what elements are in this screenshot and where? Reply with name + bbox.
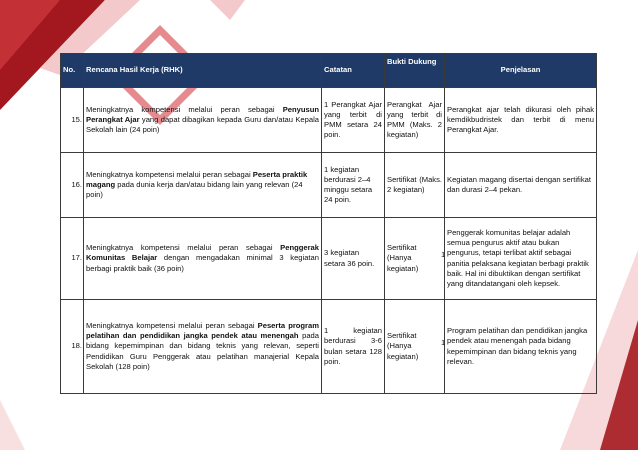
row-number: 16. — [61, 153, 84, 218]
penjelasan-cell: Kegiatan magang disertai dengan sertifikat dan durasi 2–4 pekan. — [445, 153, 597, 218]
penjelasan-cell — [441, 218, 597, 300]
top-right-triangle-shape — [210, 0, 245, 20]
bottom-left-shadow-shape — [0, 400, 25, 450]
penjelasan-text: Program pelatihan dan pendidikan jangka pendek atau menengah pada bidang kepemimpinan dan bidang teknis yang relevan. — [447, 326, 588, 366]
bukti-cell — [385, 300, 445, 394]
bukti-text: Sertifikat (Hanya kegiatan) — [387, 331, 419, 361]
rhk-text: Meningkatnya kompetensi melalui peran sebagai — [86, 320, 258, 330]
header-no: No. — [61, 54, 84, 88]
penjelasan-prefix: 1 — [441, 338, 446, 347]
rhk-text-end: yang dapat dibagikan kepada Guru dan/atau Kepala Sekolah lain (24 poin) — [86, 114, 319, 135]
table-row — [61, 153, 597, 218]
table-header-row — [61, 54, 597, 88]
rhk-text-end: pada dunia kerja dan/atau bidang lain yang relevan (24 poin) — [86, 179, 303, 200]
row-number: 15. — [61, 88, 84, 153]
rhk-bold-text: Peserta praktik magang — [86, 169, 308, 189]
rhk-cell — [84, 88, 322, 153]
rhk-bold-text: Penyusun Perangkat Ajar — [86, 104, 319, 124]
rhk-cell — [84, 153, 322, 218]
bukti-cell — [385, 218, 445, 300]
catatan-cell: 1 kegiatan berdurasi 2–4 minggu setara 24 poin. — [322, 153, 385, 218]
rhk-table — [60, 53, 597, 394]
table-row — [61, 88, 597, 153]
rhk-text-end: pada bidang kepemimpinan dan bidang teknis yang relevan, seperti Pendidikan Guru Penggerak atau pelatihan manajerial Kepala Sekolah (128 poin) — [86, 331, 319, 371]
row-number: 18. — [61, 300, 84, 394]
penjelasan-prefix: 1 — [441, 249, 446, 259]
penjelasan-cell — [441, 300, 597, 394]
rhk-bold-text: Penggerak Komunitas Belajar — [86, 243, 319, 263]
rhk-text: Meningkatnya kompetensi melalui peran sebagai — [86, 243, 281, 253]
bukti-cell: Sertifikat (Maks. 2 kegiatan) — [385, 153, 445, 218]
header-penjelasan: Penjelasan — [445, 54, 597, 88]
rhk-cell — [84, 300, 322, 394]
catatan-cell: 1 Perangkat Ajar yang terbit di PMM setara 24 poin. — [322, 88, 385, 153]
table-row — [61, 218, 597, 300]
rhk-text: Meningkatnya kompetensi melalui peran sebagai — [86, 104, 283, 114]
bukti-cell: Perangkat Ajar yang terbit di PMM (Maks. 2 kegiatan) — [385, 88, 445, 153]
header-catatan: Catatan — [322, 54, 385, 88]
penjelasan-text: Penggerak komunitas belajar adalah semua pengurus aktif atau bukan pengurus, tetapi terlibat aktif sebagai panitia pelaksana kegiatan berbagi praktik baik. Hal ini dibuktikan dengan sertifikat yang ditandatangani oleh kepsek. — [447, 227, 589, 288]
catatan-cell: 1 kegiatan berdurasi 3-6 bulan setara 128 poin. — [322, 300, 385, 394]
rhk-bold-text: Peserta program pelatihan dan pendidikan jangka pendek atau menengah — [86, 320, 319, 341]
rhk-text: Meningkatnya kompetensi melalui peran sebagai — [86, 169, 253, 179]
bukti-text: Sertifikat (Hanya kegiatan) — [387, 243, 419, 273]
row-number: 17. — [61, 218, 84, 300]
catatan-cell: 3 kegiatan setara 36 poin. — [322, 218, 385, 300]
rhk-text-end: dengan mengadakan minimal 3 kegiatan berbagi praktik baik (36 poin) — [86, 253, 319, 273]
penjelasan-cell: Perangkat ajar telah dikurasi oleh pihak kemdikbudristek dan terbit di menu Perangkat Ajar. — [445, 88, 597, 153]
rhk-cell — [84, 218, 322, 300]
header-bukti-dukung: Bukti Dukung — [385, 54, 445, 88]
table-row — [61, 300, 597, 394]
header-rhk: Rencana Hasil Kerja (RHK) — [84, 54, 322, 88]
